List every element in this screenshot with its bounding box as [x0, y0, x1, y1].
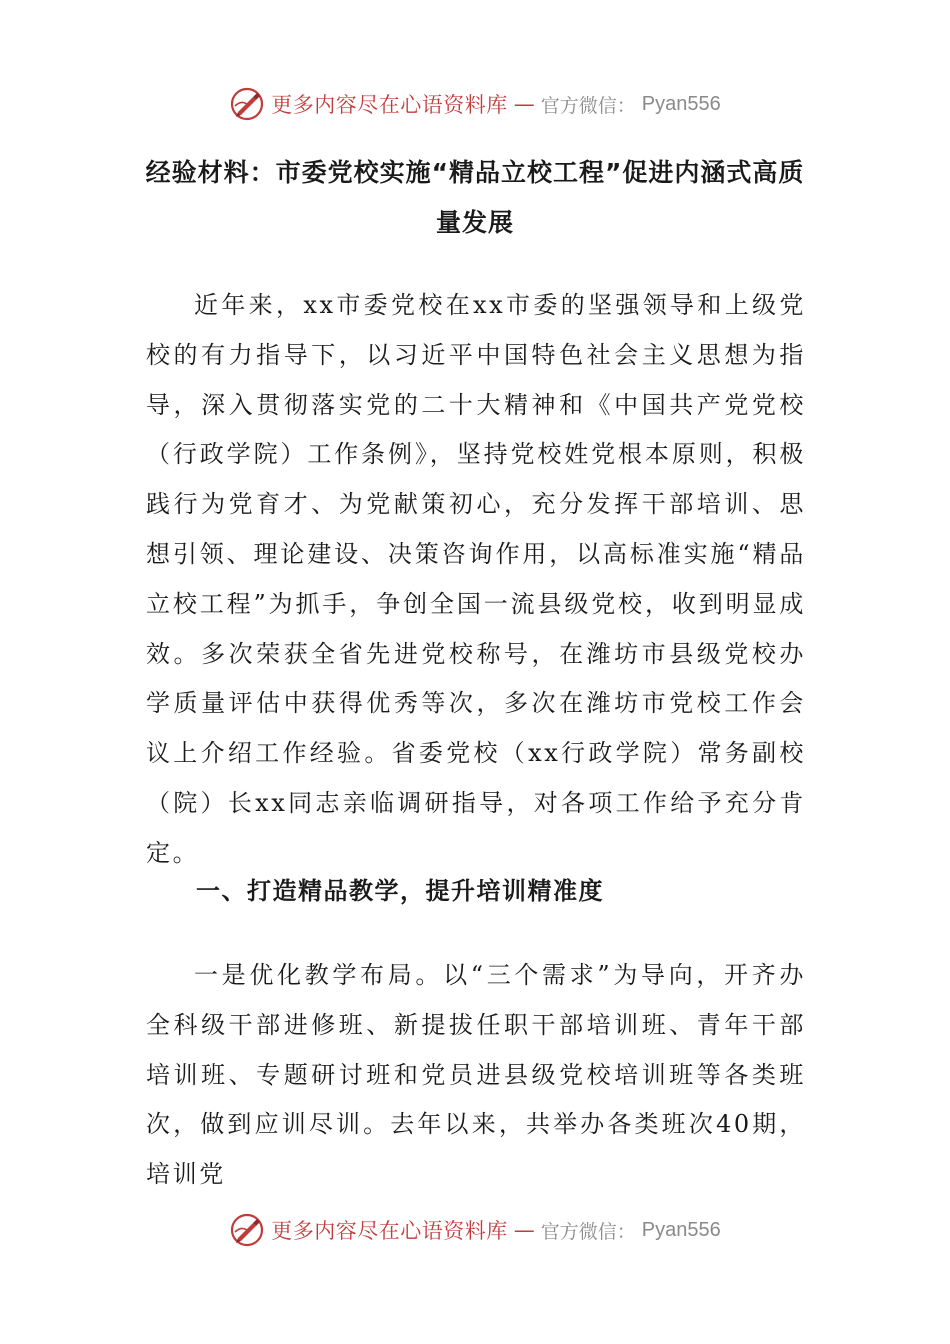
intro-section	[146, 281, 806, 879]
watermark-header	[0, 82, 950, 126]
watermark-footer	[0, 1208, 950, 1252]
pen-seal-logo-icon	[229, 1212, 265, 1248]
watermark-account: Pyan556	[641, 92, 721, 115]
watermark-separator: —	[513, 1218, 535, 1242]
document-title: 经验材料：市委党校实施“精品立校工程”促进内涵式高质量发展	[145, 158, 805, 237]
section-heading: 一、打造精品教学，提升培训精准度	[196, 877, 604, 905]
watermark-text: 更多内容尽在心语资料库	[271, 93, 508, 117]
pen-seal-logo-icon	[229, 86, 265, 122]
section1-body	[146, 951, 806, 1200]
watermark-separator: —	[513, 92, 535, 116]
watermark-text: 更多内容尽在心语资料库	[271, 1219, 508, 1243]
watermark-account: Pyan556	[641, 1218, 721, 1241]
watermark-label: 官方微信：	[540, 1220, 636, 1243]
section1-paragraph: 一是优化教学布局。以“三个需求”为导向，开齐办全科级干部进修班、新提拔任职干部培训班、青年干部培训班、专题研讨班和党员进县级党校培训班等各类班次，做到应训尽训。去年以来，共举办各类班次40期，培训党	[146, 961, 806, 1189]
watermark-label: 官方微信：	[540, 94, 636, 117]
intro-paragraph: 近年来，xx市委党校在xx市委的坚强领导和上级党校的有力指导下，以习近平中国特色社会主义思想为指导，深入贯彻落实党的二十大精神和《中国共产党党校（行政学院）工作条例》，坚持党校姓党根本原则，积极践行为党育才、为党献策初心，充分发挥干部培训、思想引领、理论建设、决策咨询作用，以高标准实施“精品立校工程”为抓手，争创全国一流县级党校，收到明显成效。多次荣获全省先进党校称号，在潍坊市县级党校办学质量评估中获得优秀等次，多次在潍坊市党校工作会议上介绍工作经验。省委党校（xx行政学院）常务副校（院）长xx同志亲临调研指导，对各项工作给予充分肯定。	[146, 291, 806, 867]
